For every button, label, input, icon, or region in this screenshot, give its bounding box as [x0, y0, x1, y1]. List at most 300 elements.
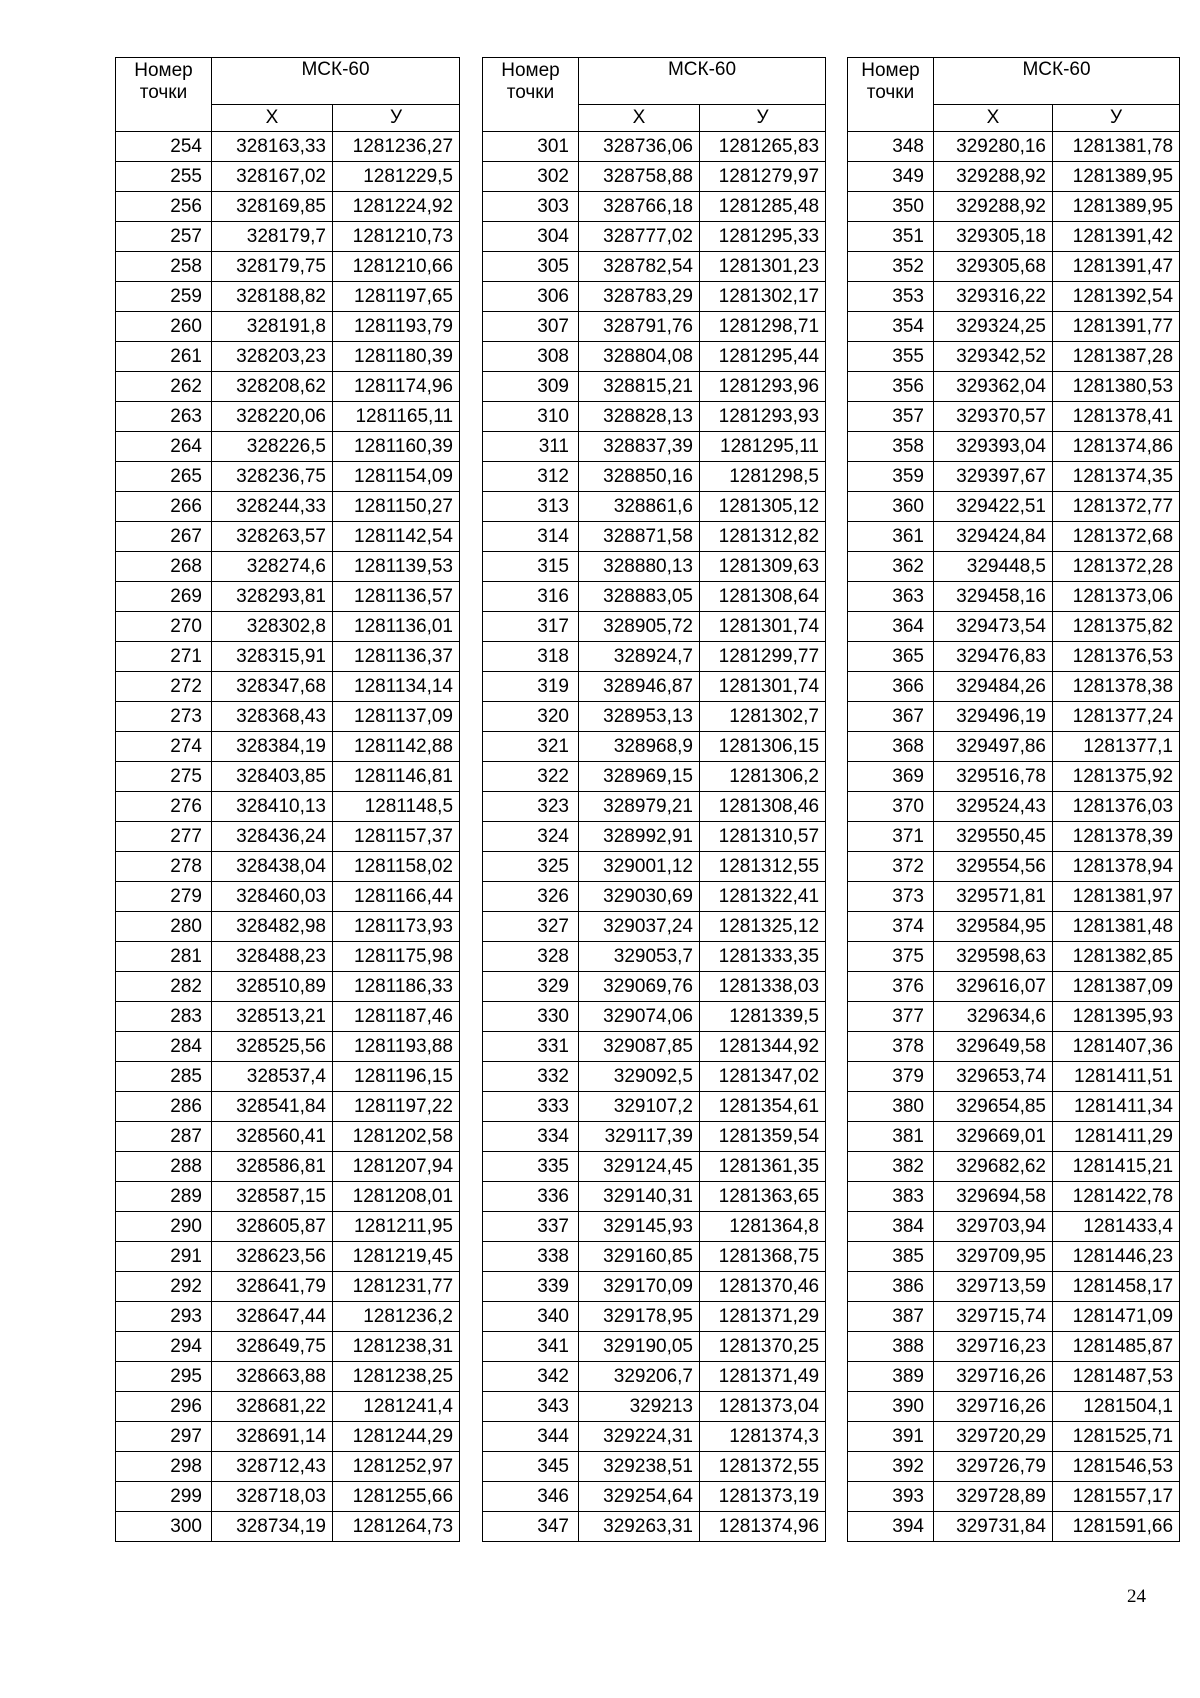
- x-coordinate-cell: 329654,85: [934, 1092, 1053, 1122]
- x-coordinate-cell: 329524,43: [934, 792, 1053, 822]
- x-coordinate-cell: 329584,95: [934, 912, 1053, 942]
- table-row: [116, 1032, 460, 1062]
- y-coordinate-cell: 1281293,93: [700, 402, 826, 432]
- y-coordinate-cell: 1281244,29: [333, 1422, 460, 1452]
- table-row: [483, 522, 826, 552]
- x-coordinate-cell: 329715,74: [934, 1302, 1053, 1332]
- y-coordinate-cell: 1281180,39: [333, 342, 460, 372]
- point-number-cell: 297: [116, 1422, 212, 1452]
- point-number-cell: 280: [116, 912, 212, 942]
- y-coordinate-cell: 1281241,4: [333, 1392, 460, 1422]
- point-number-cell: 360: [848, 492, 934, 522]
- x-coordinate-cell: 329254,64: [579, 1482, 700, 1512]
- table-row: [116, 432, 460, 462]
- point-number-cell: 385: [848, 1242, 934, 1272]
- y-coordinate-cell: 1281305,12: [700, 492, 826, 522]
- table-row: [483, 552, 826, 582]
- table-row: [848, 1512, 1180, 1542]
- table-row: [848, 852, 1180, 882]
- coordinates-table-2: [482, 57, 826, 1542]
- point-number-cell: 292: [116, 1272, 212, 1302]
- x-coordinate-cell: 328537,4: [212, 1062, 333, 1092]
- x-coordinate-cell: 329074,06: [579, 1002, 700, 1032]
- table-row: [483, 372, 826, 402]
- table-row: [116, 852, 460, 882]
- table-row: [848, 792, 1180, 822]
- table-row: [483, 882, 826, 912]
- y-coordinate-cell: 1281378,38: [1053, 672, 1180, 702]
- table-row: [848, 402, 1180, 432]
- x-coordinate-cell: 328510,89: [212, 972, 333, 1002]
- point-number-cell: 276: [116, 792, 212, 822]
- point-number-header: Номер точки: [848, 58, 934, 132]
- x-coordinate-cell: 328513,21: [212, 1002, 333, 1032]
- x-coordinate-cell: 328766,18: [579, 192, 700, 222]
- table-row: [483, 792, 826, 822]
- y-coordinate-cell: 1281236,27: [333, 132, 460, 162]
- y-coordinate-cell: 1281301,74: [700, 672, 826, 702]
- y-coordinate-cell: 1281173,93: [333, 912, 460, 942]
- y-coordinate-cell: 1281312,55: [700, 852, 826, 882]
- table-row: [483, 822, 826, 852]
- x-coordinate-cell: 329124,45: [579, 1152, 700, 1182]
- x-coordinate-cell: 329370,57: [934, 402, 1053, 432]
- y-coordinate-cell: 1281148,5: [333, 792, 460, 822]
- x-coordinate-cell: 328384,19: [212, 732, 333, 762]
- table-row: [848, 552, 1180, 582]
- y-coordinate-cell: 1281211,95: [333, 1212, 460, 1242]
- y-coordinate-cell: 1281136,57: [333, 582, 460, 612]
- table-row: [848, 912, 1180, 942]
- table-row: [116, 1152, 460, 1182]
- y-coordinate-cell: 1281166,44: [333, 882, 460, 912]
- table-row: [848, 1422, 1180, 1452]
- x-coordinate-cell: 329476,83: [934, 642, 1053, 672]
- table-row: [116, 912, 460, 942]
- table-row: [848, 342, 1180, 372]
- x-column-header: Х: [934, 105, 1053, 132]
- coordinates-table-1: [115, 57, 460, 1542]
- y-coordinate-cell: 1281557,17: [1053, 1482, 1180, 1512]
- table-row: [116, 672, 460, 702]
- y-coordinate-cell: 1281411,29: [1053, 1122, 1180, 1152]
- point-number-cell: 380: [848, 1092, 934, 1122]
- table-row: [848, 612, 1180, 642]
- table-row: [116, 1332, 460, 1362]
- point-number-cell: 371: [848, 822, 934, 852]
- y-coordinate-cell: 1281344,92: [700, 1032, 826, 1062]
- y-coordinate-cell: 1281391,77: [1053, 312, 1180, 342]
- table-row: [483, 1032, 826, 1062]
- table-row: [483, 1242, 826, 1272]
- point-number-cell: 298: [116, 1452, 212, 1482]
- table-row: [116, 1092, 460, 1122]
- point-number-cell: 357: [848, 402, 934, 432]
- y-coordinate-cell: 1281306,2: [700, 762, 826, 792]
- point-number-cell: 310: [483, 402, 579, 432]
- y-coordinate-cell: 1281302,17: [700, 282, 826, 312]
- y-coordinate-cell: 1281295,11: [700, 432, 826, 462]
- x-coordinate-cell: 328525,56: [212, 1032, 333, 1062]
- y-coordinate-cell: 1281325,12: [700, 912, 826, 942]
- table-row: [116, 1212, 460, 1242]
- x-coordinate-cell: 329053,7: [579, 942, 700, 972]
- y-coordinate-cell: 1281312,82: [700, 522, 826, 552]
- table-row: [116, 372, 460, 402]
- x-coordinate-cell: 329550,45: [934, 822, 1053, 852]
- point-number-cell: 314: [483, 522, 579, 552]
- table-row: [116, 582, 460, 612]
- y-coordinate-cell: 1281377,1: [1053, 732, 1180, 762]
- y-coordinate-cell: 1281407,36: [1053, 1032, 1180, 1062]
- point-number-cell: 364: [848, 612, 934, 642]
- x-coordinate-cell: 328263,57: [212, 522, 333, 552]
- table-row: [848, 702, 1180, 732]
- table-row: [116, 342, 460, 372]
- table-row: [848, 1092, 1180, 1122]
- table-row: [848, 1062, 1180, 1092]
- y-coordinate-cell: 1281374,96: [700, 1512, 826, 1542]
- x-coordinate-cell: 329001,12: [579, 852, 700, 882]
- x-coordinate-cell: 329653,74: [934, 1062, 1053, 1092]
- table-row: [483, 1272, 826, 1302]
- x-coordinate-cell: 328293,81: [212, 582, 333, 612]
- table-row: [483, 732, 826, 762]
- point-number-cell: 329: [483, 972, 579, 1002]
- y-coordinate-cell: 1281252,97: [333, 1452, 460, 1482]
- point-number-cell: 274: [116, 732, 212, 762]
- coordinate-system-header: МСК-60: [212, 58, 460, 105]
- y-coordinate-cell: 1281381,48: [1053, 912, 1180, 942]
- point-number-cell: 279: [116, 882, 212, 912]
- table-row: [483, 1182, 826, 1212]
- y-coordinate-cell: 1281591,66: [1053, 1512, 1180, 1542]
- table-row: [116, 1062, 460, 1092]
- x-coordinate-cell: 328905,72: [579, 612, 700, 642]
- table-row: [116, 972, 460, 1002]
- point-number-cell: 291: [116, 1242, 212, 1272]
- x-coordinate-cell: 329728,89: [934, 1482, 1053, 1512]
- x-coordinate-cell: 328734,19: [212, 1512, 333, 1542]
- y-coordinate-cell: 1281378,39: [1053, 822, 1180, 852]
- y-coordinate-cell: 1281264,73: [333, 1512, 460, 1542]
- table-row: [848, 492, 1180, 522]
- table-row: [848, 432, 1180, 462]
- point-number-cell: 342: [483, 1362, 579, 1392]
- y-coordinate-cell: 1281375,92: [1053, 762, 1180, 792]
- x-coordinate-cell: 329598,63: [934, 942, 1053, 972]
- table-row: [483, 192, 826, 222]
- point-number-cell: 257: [116, 222, 212, 252]
- x-column-header: Х: [212, 105, 333, 132]
- table-row: [483, 942, 826, 972]
- x-coordinate-cell: 328586,81: [212, 1152, 333, 1182]
- y-coordinate-cell: 1281374,3: [700, 1422, 826, 1452]
- y-coordinate-cell: 1281322,41: [700, 882, 826, 912]
- table-row: [483, 342, 826, 372]
- table-row: [848, 1032, 1180, 1062]
- table-row: [483, 642, 826, 672]
- point-number-cell: 270: [116, 612, 212, 642]
- point-number-cell: 267: [116, 522, 212, 552]
- point-number-cell: 264: [116, 432, 212, 462]
- table-row: [848, 192, 1180, 222]
- x-coordinate-cell: 328828,13: [579, 402, 700, 432]
- y-coordinate-cell: 1281391,47: [1053, 252, 1180, 282]
- table-row: [116, 732, 460, 762]
- point-number-cell: 333: [483, 1092, 579, 1122]
- point-number-cell: 307: [483, 312, 579, 342]
- table-row: [116, 702, 460, 732]
- point-number-cell: 363: [848, 582, 934, 612]
- table-row: [848, 642, 1180, 672]
- x-coordinate-cell: 329263,31: [579, 1512, 700, 1542]
- x-coordinate-cell: 329497,86: [934, 732, 1053, 762]
- point-number-cell: 375: [848, 942, 934, 972]
- point-number-cell: 373: [848, 882, 934, 912]
- y-coordinate-cell: 1281238,31: [333, 1332, 460, 1362]
- y-coordinate-cell: 1281175,98: [333, 942, 460, 972]
- x-coordinate-cell: 329496,19: [934, 702, 1053, 732]
- y-coordinate-cell: 1281255,66: [333, 1482, 460, 1512]
- point-number-cell: 366: [848, 672, 934, 702]
- y-coordinate-cell: 1281231,77: [333, 1272, 460, 1302]
- table-row: [116, 552, 460, 582]
- x-coordinate-cell: 329145,93: [579, 1212, 700, 1242]
- point-number-cell: 309: [483, 372, 579, 402]
- y-coordinate-cell: 1281229,5: [333, 162, 460, 192]
- point-number-cell: 325: [483, 852, 579, 882]
- y-coordinate-cell: 1281376,03: [1053, 792, 1180, 822]
- x-coordinate-cell: 329716,26: [934, 1392, 1053, 1422]
- point-number-cell: 355: [848, 342, 934, 372]
- page-number: 24: [1127, 1586, 1146, 1607]
- x-coordinate-cell: 328871,58: [579, 522, 700, 552]
- y-column-header: У: [333, 105, 460, 132]
- table-row: [483, 1062, 826, 1092]
- point-number-cell: 345: [483, 1452, 579, 1482]
- point-number-cell: 379: [848, 1062, 934, 1092]
- x-coordinate-cell: 329069,76: [579, 972, 700, 1002]
- point-number-cell: 301: [483, 132, 579, 162]
- x-coordinate-cell: 329170,09: [579, 1272, 700, 1302]
- coordinate-system-header: МСК-60: [934, 58, 1180, 105]
- y-coordinate-cell: 1281306,15: [700, 732, 826, 762]
- x-coordinate-cell: 328560,41: [212, 1122, 333, 1152]
- point-number-cell: 308: [483, 342, 579, 372]
- table-row: [483, 972, 826, 1002]
- x-coordinate-cell: 329473,54: [934, 612, 1053, 642]
- table-row: [116, 1482, 460, 1512]
- x-coordinate-cell: 328777,02: [579, 222, 700, 252]
- table-row: [483, 462, 826, 492]
- table-row: [483, 492, 826, 522]
- y-coordinate-cell: 1281372,28: [1053, 552, 1180, 582]
- y-coordinate-cell: 1281236,2: [333, 1302, 460, 1332]
- y-coordinate-cell: 1281309,63: [700, 552, 826, 582]
- point-number-cell: 362: [848, 552, 934, 582]
- y-coordinate-cell: 1281378,41: [1053, 402, 1180, 432]
- point-number-cell: 328: [483, 942, 579, 972]
- point-number-cell: 283: [116, 1002, 212, 1032]
- point-number-cell: 356: [848, 372, 934, 402]
- x-coordinate-cell: 328924,7: [579, 642, 700, 672]
- x-coordinate-cell: 328167,02: [212, 162, 333, 192]
- x-coordinate-cell: 328804,08: [579, 342, 700, 372]
- y-coordinate-cell: 1281433,4: [1053, 1212, 1180, 1242]
- y-coordinate-cell: 1281422,78: [1053, 1182, 1180, 1212]
- table-row: [848, 162, 1180, 192]
- point-number-cell: 376: [848, 972, 934, 1002]
- table-row: [848, 1182, 1180, 1212]
- table-row: [848, 972, 1180, 1002]
- point-number-cell: 259: [116, 282, 212, 312]
- y-coordinate-cell: 1281197,22: [333, 1092, 460, 1122]
- point-number-cell: 369: [848, 762, 934, 792]
- point-number-cell: 262: [116, 372, 212, 402]
- point-number-cell: 336: [483, 1182, 579, 1212]
- point-number-cell: 321: [483, 732, 579, 762]
- y-coordinate-cell: 1281299,77: [700, 642, 826, 672]
- y-column-header: У: [700, 105, 826, 132]
- point-number-cell: 391: [848, 1422, 934, 1452]
- x-coordinate-cell: 328992,91: [579, 822, 700, 852]
- x-coordinate-cell: 328203,23: [212, 342, 333, 372]
- y-coordinate-cell: 1281411,34: [1053, 1092, 1180, 1122]
- y-coordinate-cell: 1281224,92: [333, 192, 460, 222]
- point-number-cell: 383: [848, 1182, 934, 1212]
- point-number-cell: 382: [848, 1152, 934, 1182]
- point-number-cell: 347: [483, 1512, 579, 1542]
- table-row: [848, 522, 1180, 552]
- x-coordinate-cell: 329030,69: [579, 882, 700, 912]
- x-coordinate-cell: 329634,6: [934, 1002, 1053, 1032]
- x-coordinate-cell: 328883,05: [579, 582, 700, 612]
- table-row: [483, 612, 826, 642]
- point-number-cell: 374: [848, 912, 934, 942]
- y-coordinate-cell: 1281193,79: [333, 312, 460, 342]
- y-coordinate-cell: 1281174,96: [333, 372, 460, 402]
- point-number-cell: 288: [116, 1152, 212, 1182]
- table-row: [116, 1512, 460, 1542]
- x-coordinate-cell: 328691,14: [212, 1422, 333, 1452]
- y-coordinate-cell: 1281395,93: [1053, 1002, 1180, 1032]
- x-coordinate-cell: 328236,75: [212, 462, 333, 492]
- point-number-cell: 277: [116, 822, 212, 852]
- x-coordinate-cell: 329206,7: [579, 1362, 700, 1392]
- table-row: [116, 222, 460, 252]
- table-row: [116, 162, 460, 192]
- point-number-cell: 323: [483, 792, 579, 822]
- point-number-cell: 272: [116, 672, 212, 702]
- x-coordinate-cell: 329616,07: [934, 972, 1053, 1002]
- x-coordinate-cell: 328482,98: [212, 912, 333, 942]
- y-coordinate-cell: 1281359,54: [700, 1122, 826, 1152]
- point-number-cell: 273: [116, 702, 212, 732]
- y-coordinate-cell: 1281210,73: [333, 222, 460, 252]
- table-row: [483, 762, 826, 792]
- point-number-cell: 326: [483, 882, 579, 912]
- y-coordinate-cell: 1281371,29: [700, 1302, 826, 1332]
- table-row: [483, 702, 826, 732]
- x-coordinate-cell: 328663,88: [212, 1362, 333, 1392]
- y-coordinate-cell: 1281375,82: [1053, 612, 1180, 642]
- y-coordinate-cell: 1281374,86: [1053, 432, 1180, 462]
- x-coordinate-cell: 329709,95: [934, 1242, 1053, 1272]
- x-coordinate-cell: 328969,15: [579, 762, 700, 792]
- point-number-cell: 327: [483, 912, 579, 942]
- point-number-cell: 350: [848, 192, 934, 222]
- table-row: [848, 882, 1180, 912]
- x-coordinate-cell: 329305,68: [934, 252, 1053, 282]
- point-number-cell: 275: [116, 762, 212, 792]
- y-coordinate-cell: 1281187,46: [333, 1002, 460, 1032]
- x-coordinate-cell: 329316,22: [934, 282, 1053, 312]
- point-number-cell: 268: [116, 552, 212, 582]
- point-number-cell: 285: [116, 1062, 212, 1092]
- y-coordinate-cell: 1281150,27: [333, 492, 460, 522]
- y-coordinate-cell: 1281333,35: [700, 942, 826, 972]
- x-coordinate-cell: 329037,24: [579, 912, 700, 942]
- x-coordinate-cell: 328605,87: [212, 1212, 333, 1242]
- x-coordinate-cell: 329516,78: [934, 762, 1053, 792]
- y-coordinate-cell: 1281389,95: [1053, 162, 1180, 192]
- point-number-cell: 295: [116, 1362, 212, 1392]
- table-row: [116, 1302, 460, 1332]
- point-number-cell: 320: [483, 702, 579, 732]
- point-number-cell: 284: [116, 1032, 212, 1062]
- x-coordinate-cell: 328226,5: [212, 432, 333, 462]
- x-coordinate-cell: 329087,85: [579, 1032, 700, 1062]
- point-number-cell: 281: [116, 942, 212, 972]
- point-number-cell: 339: [483, 1272, 579, 1302]
- point-number-header: Номер точки: [483, 58, 579, 132]
- y-coordinate-cell: 1281446,23: [1053, 1242, 1180, 1272]
- point-number-cell: 304: [483, 222, 579, 252]
- x-coordinate-cell: 329682,62: [934, 1152, 1053, 1182]
- table-row: [483, 162, 826, 192]
- y-coordinate-cell: 1281202,58: [333, 1122, 460, 1152]
- point-number-cell: 296: [116, 1392, 212, 1422]
- y-coordinate-cell: 1281370,25: [700, 1332, 826, 1362]
- x-coordinate-cell: 328274,6: [212, 552, 333, 582]
- table-row: [848, 942, 1180, 972]
- y-coordinate-cell: 1281525,71: [1053, 1422, 1180, 1452]
- x-coordinate-cell: 328163,33: [212, 132, 333, 162]
- table-row: [848, 1242, 1180, 1272]
- table-row: [116, 942, 460, 972]
- point-number-cell: 299: [116, 1482, 212, 1512]
- point-number-cell: 331: [483, 1032, 579, 1062]
- table-row: [483, 1152, 826, 1182]
- y-coordinate-cell: 1281219,45: [333, 1242, 460, 1272]
- y-coordinate-cell: 1281186,33: [333, 972, 460, 1002]
- x-coordinate-cell: 328968,9: [579, 732, 700, 762]
- table-row: [848, 132, 1180, 162]
- point-number-cell: 358: [848, 432, 934, 462]
- point-number-cell: 256: [116, 192, 212, 222]
- point-number-cell: 261: [116, 342, 212, 372]
- point-number-cell: 389: [848, 1362, 934, 1392]
- y-coordinate-cell: 1281392,54: [1053, 282, 1180, 312]
- x-coordinate-cell: 329554,56: [934, 852, 1053, 882]
- table-row: [848, 1452, 1180, 1482]
- table-row: [116, 1182, 460, 1212]
- x-coordinate-cell: 328302,8: [212, 612, 333, 642]
- point-number-cell: 312: [483, 462, 579, 492]
- x-coordinate-cell: 329694,58: [934, 1182, 1053, 1212]
- point-number-cell: 263: [116, 402, 212, 432]
